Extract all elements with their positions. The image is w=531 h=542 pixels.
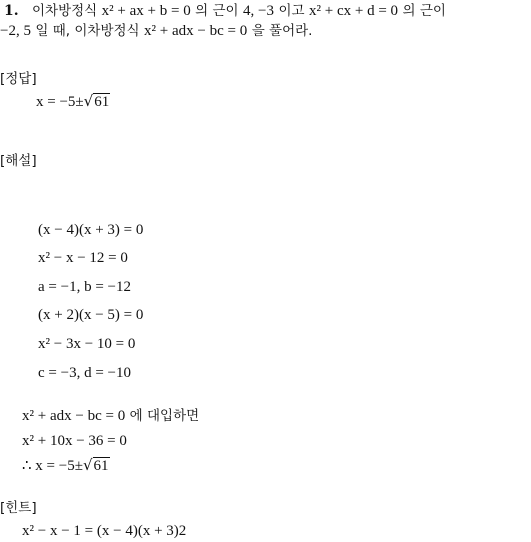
problem-mid-text: 의 근이 — [195, 3, 239, 19]
result-equation: x² + 10x − 36 = 0 — [22, 433, 127, 449]
equation-2: x² + cx + d = 0 — [309, 3, 399, 19]
step-5: x² − 3x − 10 = 0 — [38, 336, 136, 352]
explanation-label: [해설] — [0, 153, 37, 169]
answer-lhs: x = −5± — [36, 94, 84, 110]
roots-2: −2, 5 — [0, 23, 31, 39]
equation-3: x² + adx − bc = 0 — [144, 23, 248, 39]
answer-label: [정답] — [0, 71, 37, 87]
substitute-text: 에 대입하면 — [129, 408, 200, 424]
problem-and-text: 이고 — [278, 3, 305, 19]
substitute-line — [22, 407, 199, 425]
problem-lead-text: 이차방정식 — [31, 3, 98, 19]
substitute-equation: x² + adx − bc = 0 — [22, 408, 126, 424]
answer-equation — [36, 92, 110, 111]
step-1: (x − 4)(x + 3) = 0 — [38, 222, 144, 238]
problem-end-text: 을 풀어라. — [251, 23, 313, 39]
problem-when-text: 일 때, 이차방정식 — [35, 23, 140, 39]
step-2: x² − x − 12 = 0 — [38, 250, 128, 266]
sqrt-symbol-2: √61 — [82, 456, 109, 474]
equation-1: x² + ax + b = 0 — [101, 3, 191, 19]
problem-tail-text: 의 근이 — [402, 3, 446, 19]
step-6: c = −3, d = −10 — [38, 365, 131, 381]
therefore-sqrt-value: 61 — [93, 458, 109, 474]
hint-label: [힌트] — [0, 500, 37, 516]
problem-line-2 — [0, 22, 312, 40]
therefore-line — [22, 456, 110, 475]
sqrt-symbol: √61 — [83, 92, 110, 110]
problem-line-1 — [4, 2, 446, 20]
hint-text: x² − x − 1 = (x − 4)(x + 3)2 — [22, 523, 187, 539]
step-4: (x + 2)(x − 5) = 0 — [38, 307, 144, 323]
roots-1: 4, −3 — [243, 3, 274, 19]
problem-number: 1. — [4, 3, 19, 19]
step-3: a = −1, b = −12 — [38, 279, 131, 295]
therefore-lhs: ∴ x = −5± — [22, 458, 83, 474]
answer-sqrt-value: 61 — [94, 94, 110, 110]
